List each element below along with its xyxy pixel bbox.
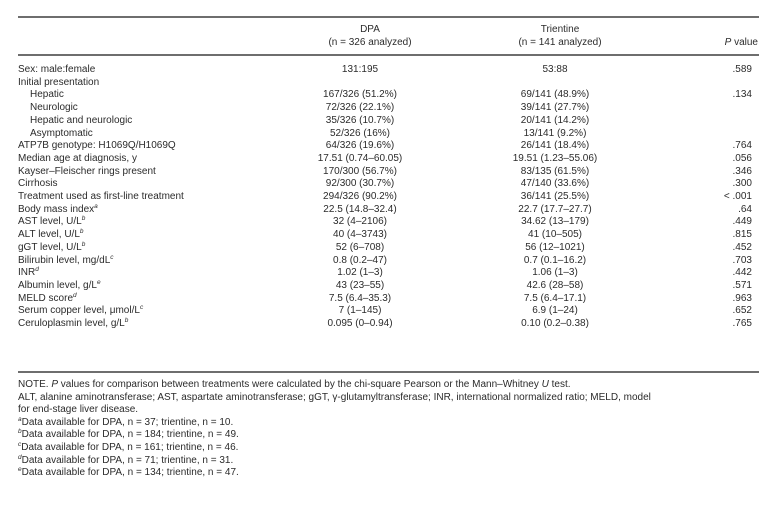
footnote-text: Data available for DPA, n = 71; trientine, n = 31. — [21, 454, 234, 466]
table-row — [18, 128, 759, 140]
note-mid: values for comparison between treatments were calculated by the chi-square Pearson or the Mann–Whitney — [58, 379, 542, 390]
table-top-rule-extend — [18, 16, 759, 18]
header-dpa — [300, 23, 440, 49]
cell-trientine: 6.9 (1–24) — [532, 305, 578, 317]
cell-dpa: 0.095 (0–0.94) — [327, 318, 393, 329]
cell-dpa: 22.5 (14.8–32.4) — [323, 203, 397, 215]
row-label-text: Serum copper level, μmol/L — [18, 305, 140, 317]
cell-p-value: .963 — [732, 292, 752, 304]
note-line — [18, 379, 763, 392]
cell-p-value: .765 — [732, 318, 752, 329]
table-row — [18, 115, 759, 127]
table-notes — [18, 379, 763, 480]
footnote-marker: b — [81, 215, 86, 223]
row-label-text: Albumin level, g/L — [18, 279, 97, 291]
row-label — [18, 204, 98, 216]
table-row — [18, 89, 759, 101]
cell-dpa: 131:195 — [341, 64, 379, 75]
table-row — [18, 153, 759, 165]
cell-dpa: 40 (4–3743) — [333, 229, 387, 241]
cell-trientine: 53:88 — [542, 64, 568, 75]
cell-trientine: 69/141 (48.9%) — [520, 89, 590, 101]
row-label — [18, 64, 95, 76]
table-row — [18, 64, 759, 76]
footnote-marker: c — [110, 253, 114, 261]
header-trientine — [495, 23, 625, 49]
table-row — [18, 255, 759, 267]
footnote-text: Data available for DPA, n = 161; trientine, n = 46. — [21, 441, 239, 453]
cell-dpa: 52 (6–708) — [335, 241, 385, 253]
row-label — [30, 89, 64, 101]
note-prefix: NOTE. — [18, 379, 52, 390]
row-label — [18, 318, 128, 330]
row-label-text: Initial presentation — [18, 76, 100, 88]
row-label-text: Median age at diagnosis, y — [18, 152, 137, 164]
footnote-text: Data available for DPA, n = 184; trientine, n = 49. — [21, 429, 239, 441]
row-label — [18, 267, 39, 279]
cell-trientine: 34.62 (13–179) — [521, 216, 589, 228]
header-dpa-name: DPA — [360, 24, 380, 35]
table-row — [18, 267, 759, 279]
cell-p-value: .571 — [732, 279, 752, 291]
footnote-d — [18, 455, 763, 468]
cell-p-value: .652 — [732, 305, 752, 317]
table-row — [18, 318, 759, 330]
footnote-marker: d — [35, 266, 39, 274]
table-row — [18, 178, 759, 190]
row-label-text: ALT level, U/L — [18, 229, 80, 241]
cell-trientine: 0.7 (0.1–16.2) — [523, 254, 587, 266]
row-label-text: MELD score — [18, 292, 74, 304]
footnote-marker: b — [81, 240, 86, 248]
table-row — [18, 102, 759, 114]
cell-trientine: 7.5 (6.4–17.1) — [523, 292, 587, 304]
cell-dpa: 32 (4–2106) — [333, 216, 387, 228]
row-label-text: Sex: male:female — [18, 64, 96, 75]
cell-p-value: .815 — [732, 229, 752, 241]
footnote-e — [18, 467, 763, 480]
footnote-marker: b — [124, 317, 129, 324]
row-label-text: Bilirubin level, mg/dL — [18, 254, 111, 266]
table-row — [18, 140, 759, 152]
row-label — [18, 242, 85, 254]
footnote-mark: e — [18, 466, 22, 474]
header-p-label: value — [731, 37, 758, 48]
row-label-text: Ceruloplasmin level, g/L — [18, 318, 125, 329]
row-label — [18, 280, 101, 292]
row-label-text: Asymptomatic — [30, 127, 93, 139]
footnote-text: Data available for DPA, n = 37; trientine, n = 10. — [21, 416, 234, 428]
table-row — [18, 191, 759, 203]
cell-p-value: .442 — [732, 267, 752, 279]
header-dpa-n: (n = 326 analyzed) — [328, 37, 412, 48]
row-label — [18, 178, 57, 190]
cell-p-value: .346 — [732, 165, 752, 177]
row-label — [18, 166, 156, 178]
cell-trientine: 26/141 (18.4%) — [520, 140, 590, 152]
row-label-text: Kayser–Fleischer rings present — [18, 165, 156, 177]
abbreviations-line-2: for end-stage liver disease. — [18, 404, 139, 416]
cell-trientine: 36/141 (25.5%) — [520, 191, 590, 202]
abbreviations-line-1: ALT, alanine aminotransferase; AST, aspartate aminotransferase; gGT, γ-glutamyltransferase; INR, international normalized ratio; MELD, model — [18, 391, 651, 403]
cell-dpa: 7.5 (6.4–35.3) — [328, 292, 392, 304]
footnote-mark: c — [18, 440, 22, 448]
cell-trientine: 22.7 (17.7–27.7) — [518, 203, 592, 215]
cell-p-value: .764 — [732, 140, 752, 152]
header-p-value — [725, 36, 758, 49]
table-row — [18, 166, 759, 178]
cell-trientine: 83/135 (61.5%) — [520, 165, 590, 177]
row-label-text: Treatment used as first-line treatment — [18, 191, 184, 202]
note-p: P — [51, 379, 59, 390]
footnote-mark: d — [18, 453, 22, 461]
row-label — [18, 153, 137, 165]
row-label — [18, 140, 176, 152]
header-bottom-rule — [18, 54, 759, 56]
cell-p-value: < .001 — [723, 191, 752, 202]
row-label-text: gGT level, U/L — [18, 241, 82, 253]
cell-dpa: 43 (23–55) — [335, 279, 385, 291]
cell-trientine: 1.06 (1–3) — [532, 267, 578, 279]
cell-trientine: 19.51 (1.23–55.06) — [512, 152, 598, 164]
footnote-marker: a — [94, 202, 98, 210]
cell-p-value: .449 — [732, 216, 752, 228]
row-label-text: ATP7B genotype: H1069Q/H1069Q — [18, 140, 176, 152]
row-label — [18, 305, 143, 317]
row-label-text: Neurologic — [30, 102, 78, 114]
cell-p-value: .056 — [732, 152, 752, 164]
cell-dpa: 7 (1–145) — [338, 305, 382, 317]
table-row — [18, 204, 759, 216]
cell-trientine: 20/141 (14.2%) — [520, 114, 590, 126]
cell-dpa: 0.8 (0.2–47) — [333, 254, 387, 266]
footnote-marker: c — [139, 304, 144, 312]
cell-trientine: 56 (12–1021) — [525, 241, 585, 253]
header-p-italic: P — [724, 37, 732, 48]
cell-dpa: 92/300 (30.7%) — [325, 178, 395, 190]
cell-trientine: 41 (10–505) — [528, 229, 582, 241]
row-label-text: Body mass index — [18, 203, 95, 215]
cell-p-value: .64 — [738, 203, 752, 215]
cell-trientine: 42.6 (28–58) — [526, 279, 584, 291]
cell-dpa: 294/326 (90.2%) — [323, 191, 397, 202]
row-label — [18, 293, 77, 305]
footnote-c — [18, 442, 763, 455]
header-trientine-n: (n = 141 analyzed) — [518, 37, 602, 48]
cell-dpa: 64/326 (19.6%) — [325, 140, 395, 152]
footnote-mark: b — [18, 428, 22, 436]
row-label — [30, 102, 78, 114]
footnote-marker: e — [96, 278, 101, 286]
row-label-text: Hepatic — [30, 89, 64, 101]
row-label — [18, 216, 85, 228]
cell-trientine: 0.10 (0.2–0.38) — [521, 318, 589, 329]
cell-dpa: 52/326 (16%) — [329, 127, 391, 139]
footnote-a — [18, 417, 763, 430]
cell-p-value: .703 — [732, 254, 752, 266]
row-label-text: AST level, U/L — [18, 216, 82, 228]
cell-dpa: 17.51 (0.74–60.05) — [317, 152, 403, 164]
table-row — [18, 305, 759, 317]
table-row — [18, 77, 759, 89]
cell-dpa: 35/326 (10.7%) — [325, 114, 395, 126]
cell-p-value: .589 — [732, 64, 752, 75]
note-end: test. — [548, 379, 571, 390]
footnote-marker: b — [79, 228, 84, 236]
cell-dpa: 167/326 (51.2%) — [323, 89, 397, 101]
table-row — [18, 293, 759, 305]
footnote-text: Data available for DPA, n = 134; trientine, n = 47. — [21, 467, 239, 479]
table-row — [18, 242, 759, 254]
table-row — [18, 216, 759, 228]
cell-dpa: 72/326 (22.1%) — [325, 102, 395, 114]
cell-p-value: .300 — [732, 178, 752, 190]
table-row — [18, 229, 759, 241]
cell-p-value: .452 — [732, 241, 752, 253]
row-label-text: Hepatic and neurologic — [30, 114, 133, 126]
header-trientine-name: Trientine — [540, 24, 580, 35]
table-bottom-rule — [18, 371, 759, 373]
row-label-text: INR — [18, 267, 36, 279]
cell-trientine: 13/141 (9.2%) — [523, 127, 587, 139]
row-label — [18, 191, 184, 203]
footnote-b — [18, 429, 763, 442]
row-label-text: Cirrhosis — [18, 178, 58, 190]
footnote-marker: d — [73, 291, 77, 299]
row-label — [30, 128, 93, 140]
cell-trientine: 39/141 (27.7%) — [520, 102, 590, 114]
cell-p-value: .134 — [732, 89, 752, 101]
cell-dpa: 1.02 (1–3) — [337, 267, 383, 279]
cell-dpa: 170/300 (56.7%) — [323, 165, 397, 177]
table-row — [18, 280, 759, 292]
row-label — [30, 115, 132, 127]
row-label — [18, 229, 84, 241]
row-label — [18, 255, 114, 267]
note-u: U — [541, 379, 549, 390]
cell-trientine: 47/140 (33.6%) — [520, 178, 590, 190]
footnote-mark: a — [18, 415, 22, 423]
row-label — [18, 77, 99, 89]
